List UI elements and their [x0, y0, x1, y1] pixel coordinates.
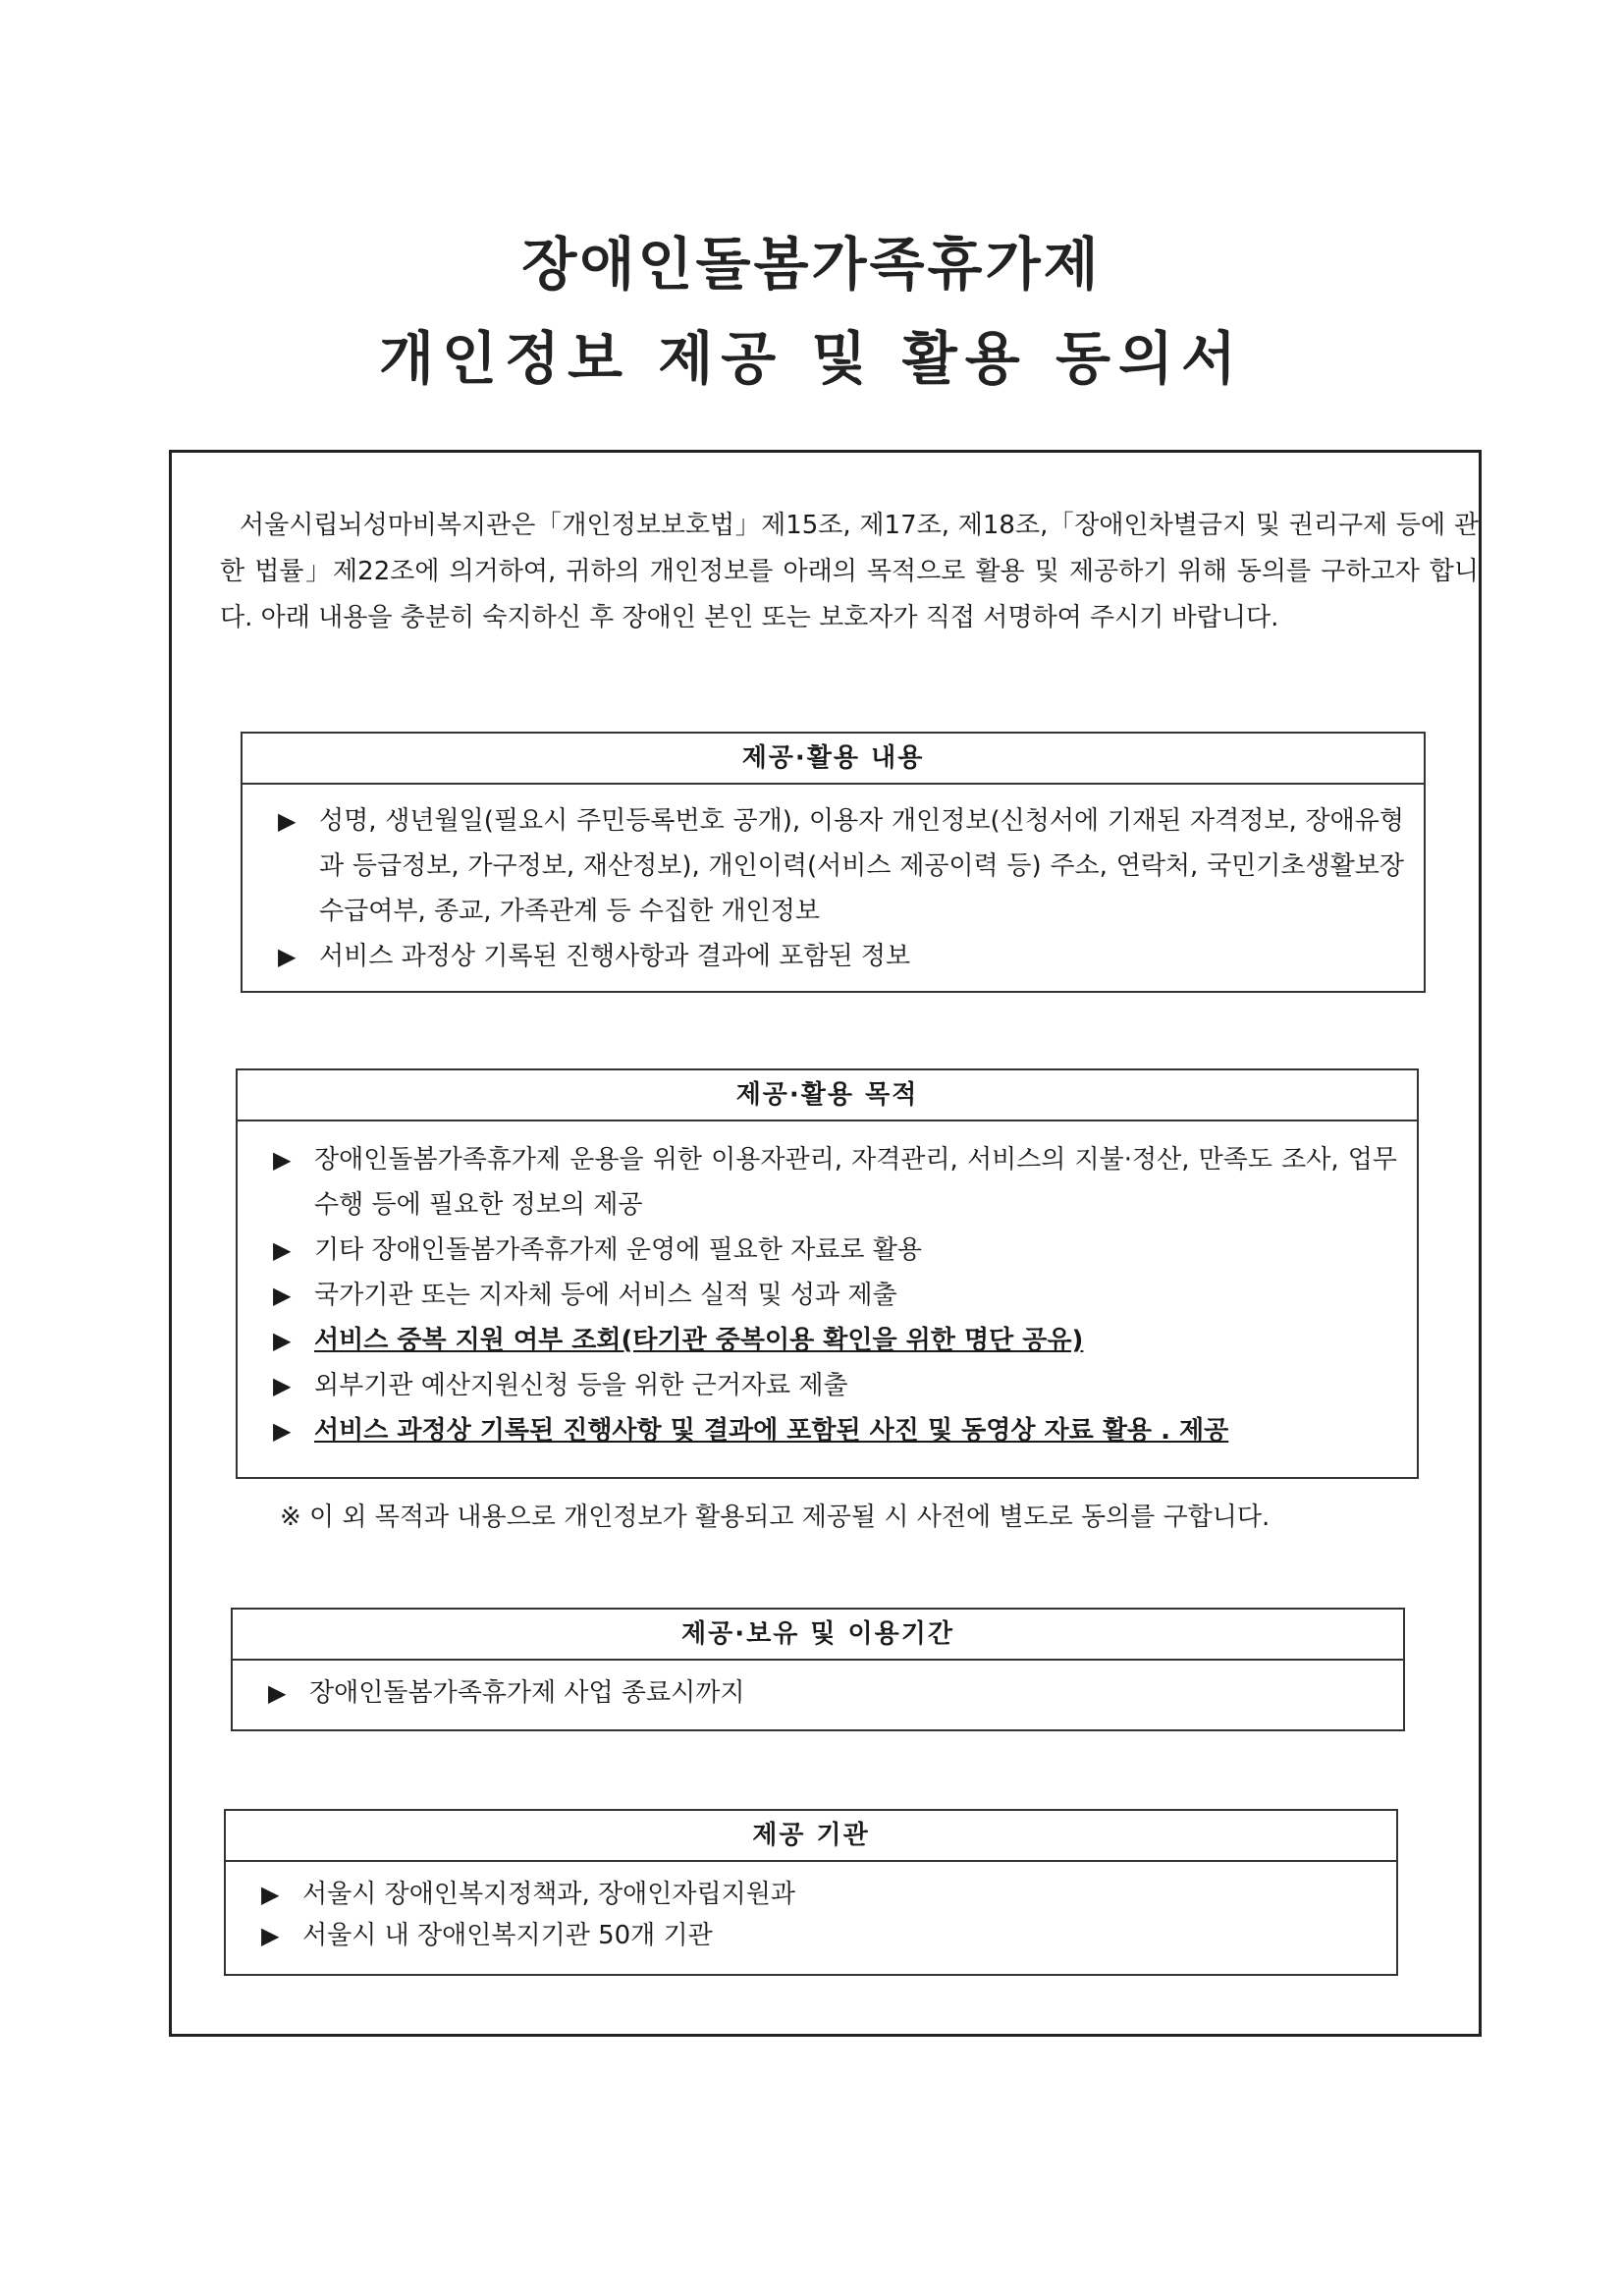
document-title-line1: 장애인돌봄가족휴가제 — [521, 231, 1102, 298]
section-purpose — [236, 1068, 1419, 1479]
bullet-arrow-icon: ▶ — [273, 1372, 292, 1399]
bullet-arrow-icon: ▶ — [278, 943, 297, 970]
bullet-list — [243, 785, 1424, 987]
bullet-arrow-icon: ▶ — [261, 1881, 280, 1908]
section-retention-period — [231, 1608, 1405, 1731]
list-item — [261, 1874, 1377, 1915]
list-item-text: 서울시 내 장애인복지기관 50개 기관 — [302, 1921, 713, 1950]
list-item-text: 성명, 생년월일(필요시 주민등록번호 공개), 이용자 개인정보(신청서에 기재된 자격정보, 장애유형과 등급정보, 가구정보, 재산정보), 개인이력(서비스 제공이력 등) 주소, 연락처, 국민기초생활보장수급여부, 종교, 가족관계 등 수집한 개인정보 — [319, 806, 1404, 926]
list-item — [268, 1670, 1383, 1716]
list-item — [261, 1915, 1377, 1956]
list-item-emphasized — [273, 1318, 1397, 1363]
list-item — [278, 934, 1404, 979]
bullet-arrow-icon: ▶ — [261, 1922, 280, 1949]
bullet-arrow-icon: ▶ — [273, 1236, 292, 1264]
section-heading: 제공·보유 및 이용기간 — [233, 1610, 1403, 1661]
additional-consent-note: ※ 이 외 목적과 내용으로 개인정보가 활용되고 제공될 시 사전에 별도로 동의를 구합니다. — [280, 1503, 1271, 1532]
list-item-text: 서비스 중복 지원 여부 조회(타기관 중복이용 확인을 위한 명단 공유) — [314, 1326, 1084, 1355]
list-item-text: 장애인돌봄가족휴가제 운용을 위한 이용자관리, 자격관리, 서비스의 지불·정산, 만족도 조사, 업무 수행 등에 필요한 정보의 제공 — [314, 1145, 1397, 1220]
intro-paragraph: 서울시립뇌성마비복지관은「개인정보보호법」제15조, 제17조, 제18조,「장애인차별금지 및 권리구제 등에 관한 법률」제22조에 의거하여, 귀하의 개인정보를 아래의 목적으로 활용 및 제공하기 위해 동의를 구하고자 합니다. 아래 내용을 충분히 숙지하신 후 장애인 본인 또는 보호자가 직접 서명하여 주시기 바랍니다. — [220, 511, 1479, 632]
list-item-text: 장애인돌봄가족휴가제 사업 종료시까지 — [309, 1678, 745, 1708]
bullet-list — [238, 1121, 1417, 1461]
bullet-arrow-icon: ▶ — [278, 807, 297, 835]
list-item — [278, 798, 1404, 934]
section-heading: 제공 기관 — [226, 1811, 1396, 1862]
list-item — [273, 1137, 1397, 1228]
list-item-text: 외부기관 예산지원신청 등을 위한 근거자료 제출 — [314, 1371, 848, 1400]
section-provided-content — [241, 732, 1426, 993]
section-heading: 제공·활용 목적 — [238, 1070, 1417, 1121]
bullet-arrow-icon: ▶ — [273, 1327, 292, 1354]
bullet-arrow-icon: ▶ — [273, 1417, 292, 1445]
bullet-list — [233, 1661, 1403, 1723]
list-item — [273, 1273, 1397, 1318]
section-heading: 제공·활용 내용 — [243, 734, 1424, 785]
section-recipient-organizations — [224, 1809, 1398, 1976]
list-item — [273, 1228, 1397, 1273]
document-title-line2: 개인정보 제공 및 활용 동의서 — [378, 325, 1245, 392]
list-item-text: 서울시 장애인복지정책과, 장애인자립지원과 — [302, 1880, 795, 1909]
list-item-text: 기타 장애인돌봄가족휴가제 운영에 필요한 자료로 활용 — [314, 1235, 922, 1265]
list-item-text: 국가기관 또는 지자체 등에 서비스 실적 및 성과 제출 — [314, 1281, 897, 1310]
bullet-arrow-icon: ▶ — [273, 1146, 292, 1174]
bullet-arrow-icon: ▶ — [273, 1282, 292, 1309]
bullet-list — [226, 1862, 1396, 1964]
list-item-text: 서비스 과정상 기록된 진행사항과 결과에 포함된 정보 — [319, 942, 911, 971]
list-item-emphasized — [273, 1408, 1397, 1453]
list-item — [273, 1363, 1397, 1408]
list-item-text: 서비스 과정상 기록된 진행사항 및 결과에 포함된 사진 및 동영상 자료 활용 . 제공 — [314, 1416, 1229, 1446]
bullet-arrow-icon: ▶ — [268, 1679, 287, 1707]
